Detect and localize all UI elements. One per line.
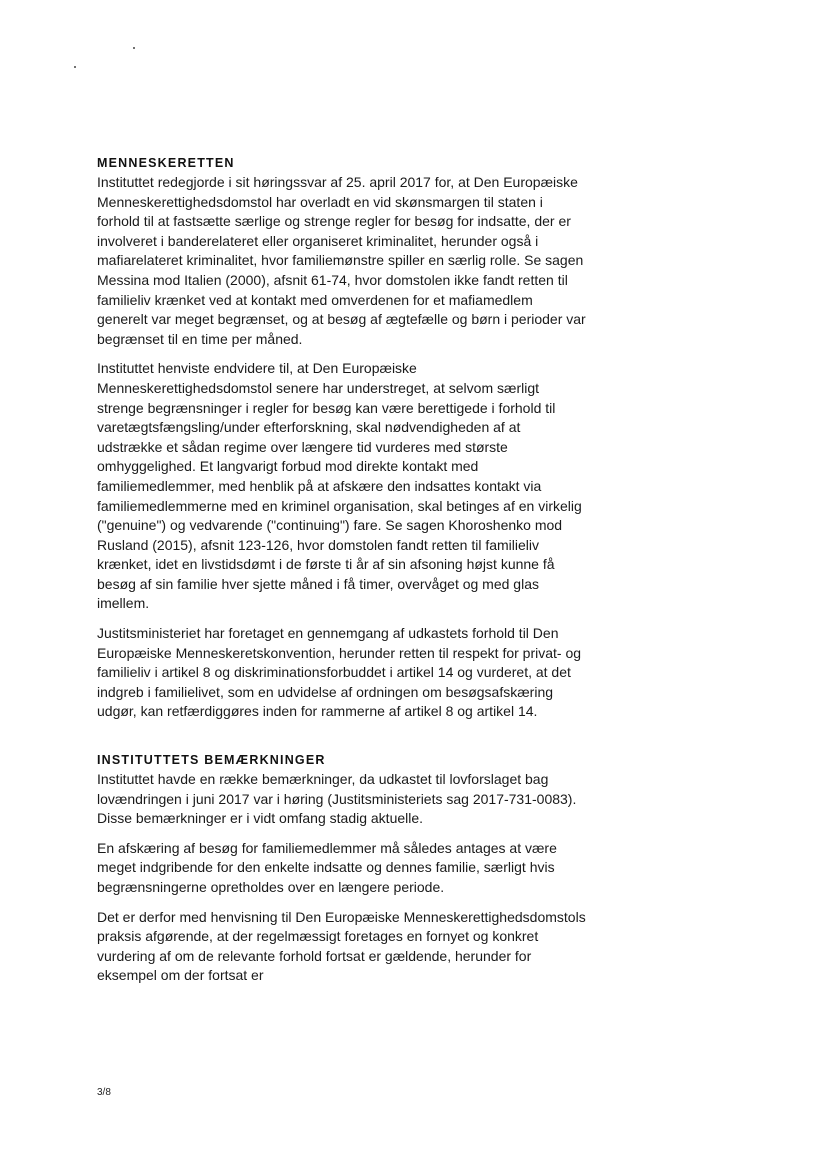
scan-speck bbox=[133, 47, 135, 49]
paragraph: Instituttet henviste endvidere til, at Den Europæiske Menneskerettighedsdomstol senere har understreget, at selvom særligt strenge begrænsninger i regler for besøg kan være berettigede i forhold til varetægtsfængsling/under efterforskning, skal nødvendigheden af at udstrække et sådan regime over længere tid vurderes med største omhyggelighed. Et langvarigt forbud mod direkte kontakt med familiemedlemmer, med henblik på at afskære den indsattes kontakt via familiemedlemmerne med en kriminel organisation, skal betinges af en virkelig ("genuine") og vedvarende ("continuing") fare. Se sagen Khoroshenko mod Rusland (2015), afsnit 123-126, hvor domstolen fandt retten til familieliv krænket, idet en livstidsdømt i de første ti år af sin afsoning højst kunne få besøg af sin familie hver sjette måned i få timer, overvåget og med glas imellem. bbox=[97, 360, 582, 612]
section-heading: INSTITUTTETS BEMÆRKNINGER bbox=[97, 753, 326, 768]
section-heading: MENNESKERETTEN bbox=[97, 156, 235, 170]
paragraph: Instituttet havde en række bemærkninger, da udkastet til lovforslaget bag lovændringen i juni 2017 var i høring (Justitsministeriets sag 2017-731-0083). Disse bemærkninger er i vidt omfang stadig aktuelle. bbox=[97, 771, 577, 827]
document-body bbox=[97, 153, 587, 996]
scan-speck bbox=[74, 66, 76, 68]
paragraph: Det er derfor med henvisning til Den Europæiske Menneskerettighedsdomstols praksis afgørende, at der regelmæssigt foretages en fornyet og konkret vurdering af om de relevante forhold fortsat er gældende, herunder for eksempel om der fortsat er bbox=[97, 908, 586, 984]
section-menneskeretten bbox=[97, 153, 587, 722]
page-number: 3/8 bbox=[97, 1087, 111, 1098]
paragraph: En afskæring af besøg for familiemedlemmer må således antages at være meget indgribende for den enkelte indsatte og dennes familie, særligt hvis begrænsningerne opretholdes over en længere periode. bbox=[97, 839, 557, 895]
section-instituttets-bemaerkninger bbox=[97, 750, 587, 986]
paragraph: Instituttet redegjorde i sit høringssvar af 25. april 2017 for, at Den Europæiske Menneskerettighedsdomstol har overladt en vid skønsmargen til staten i forhold til at fastsætte særlige og strenge regler for besøg for indsatte, der er involveret i banderelateret eller organiseret kriminalitet, herunder også i mafiarelateret kriminalitet, hvor familiemønstre spiller en særlig rolle. Se sagen Messina mod Italien (2000), afsnit 61-74, hvor domstolen ikke fandt retten til familieliv krænket ved at kontakt med omverdenen for et mafiamedlem generelt var meget begrænset, og at besøg af ægtefælle og børn i perioder var begrænset til en time per måned. bbox=[97, 174, 586, 347]
paragraph: Justitsministeriet har foretaget en gennemgang af udkastets forhold til Den Europæiske Menneskeretskonvention, herunder retten til respekt for privat- og familieliv i artikel 8 og diskriminationsforbuddet i artikel 14 og vurderet, at det indgreb i familielivet, som en udvidelse af ordningen om besøgsafskæring udgør, kan retfærdiggøres inden for rammerne af artikel 8 og artikel 14. bbox=[97, 625, 582, 720]
